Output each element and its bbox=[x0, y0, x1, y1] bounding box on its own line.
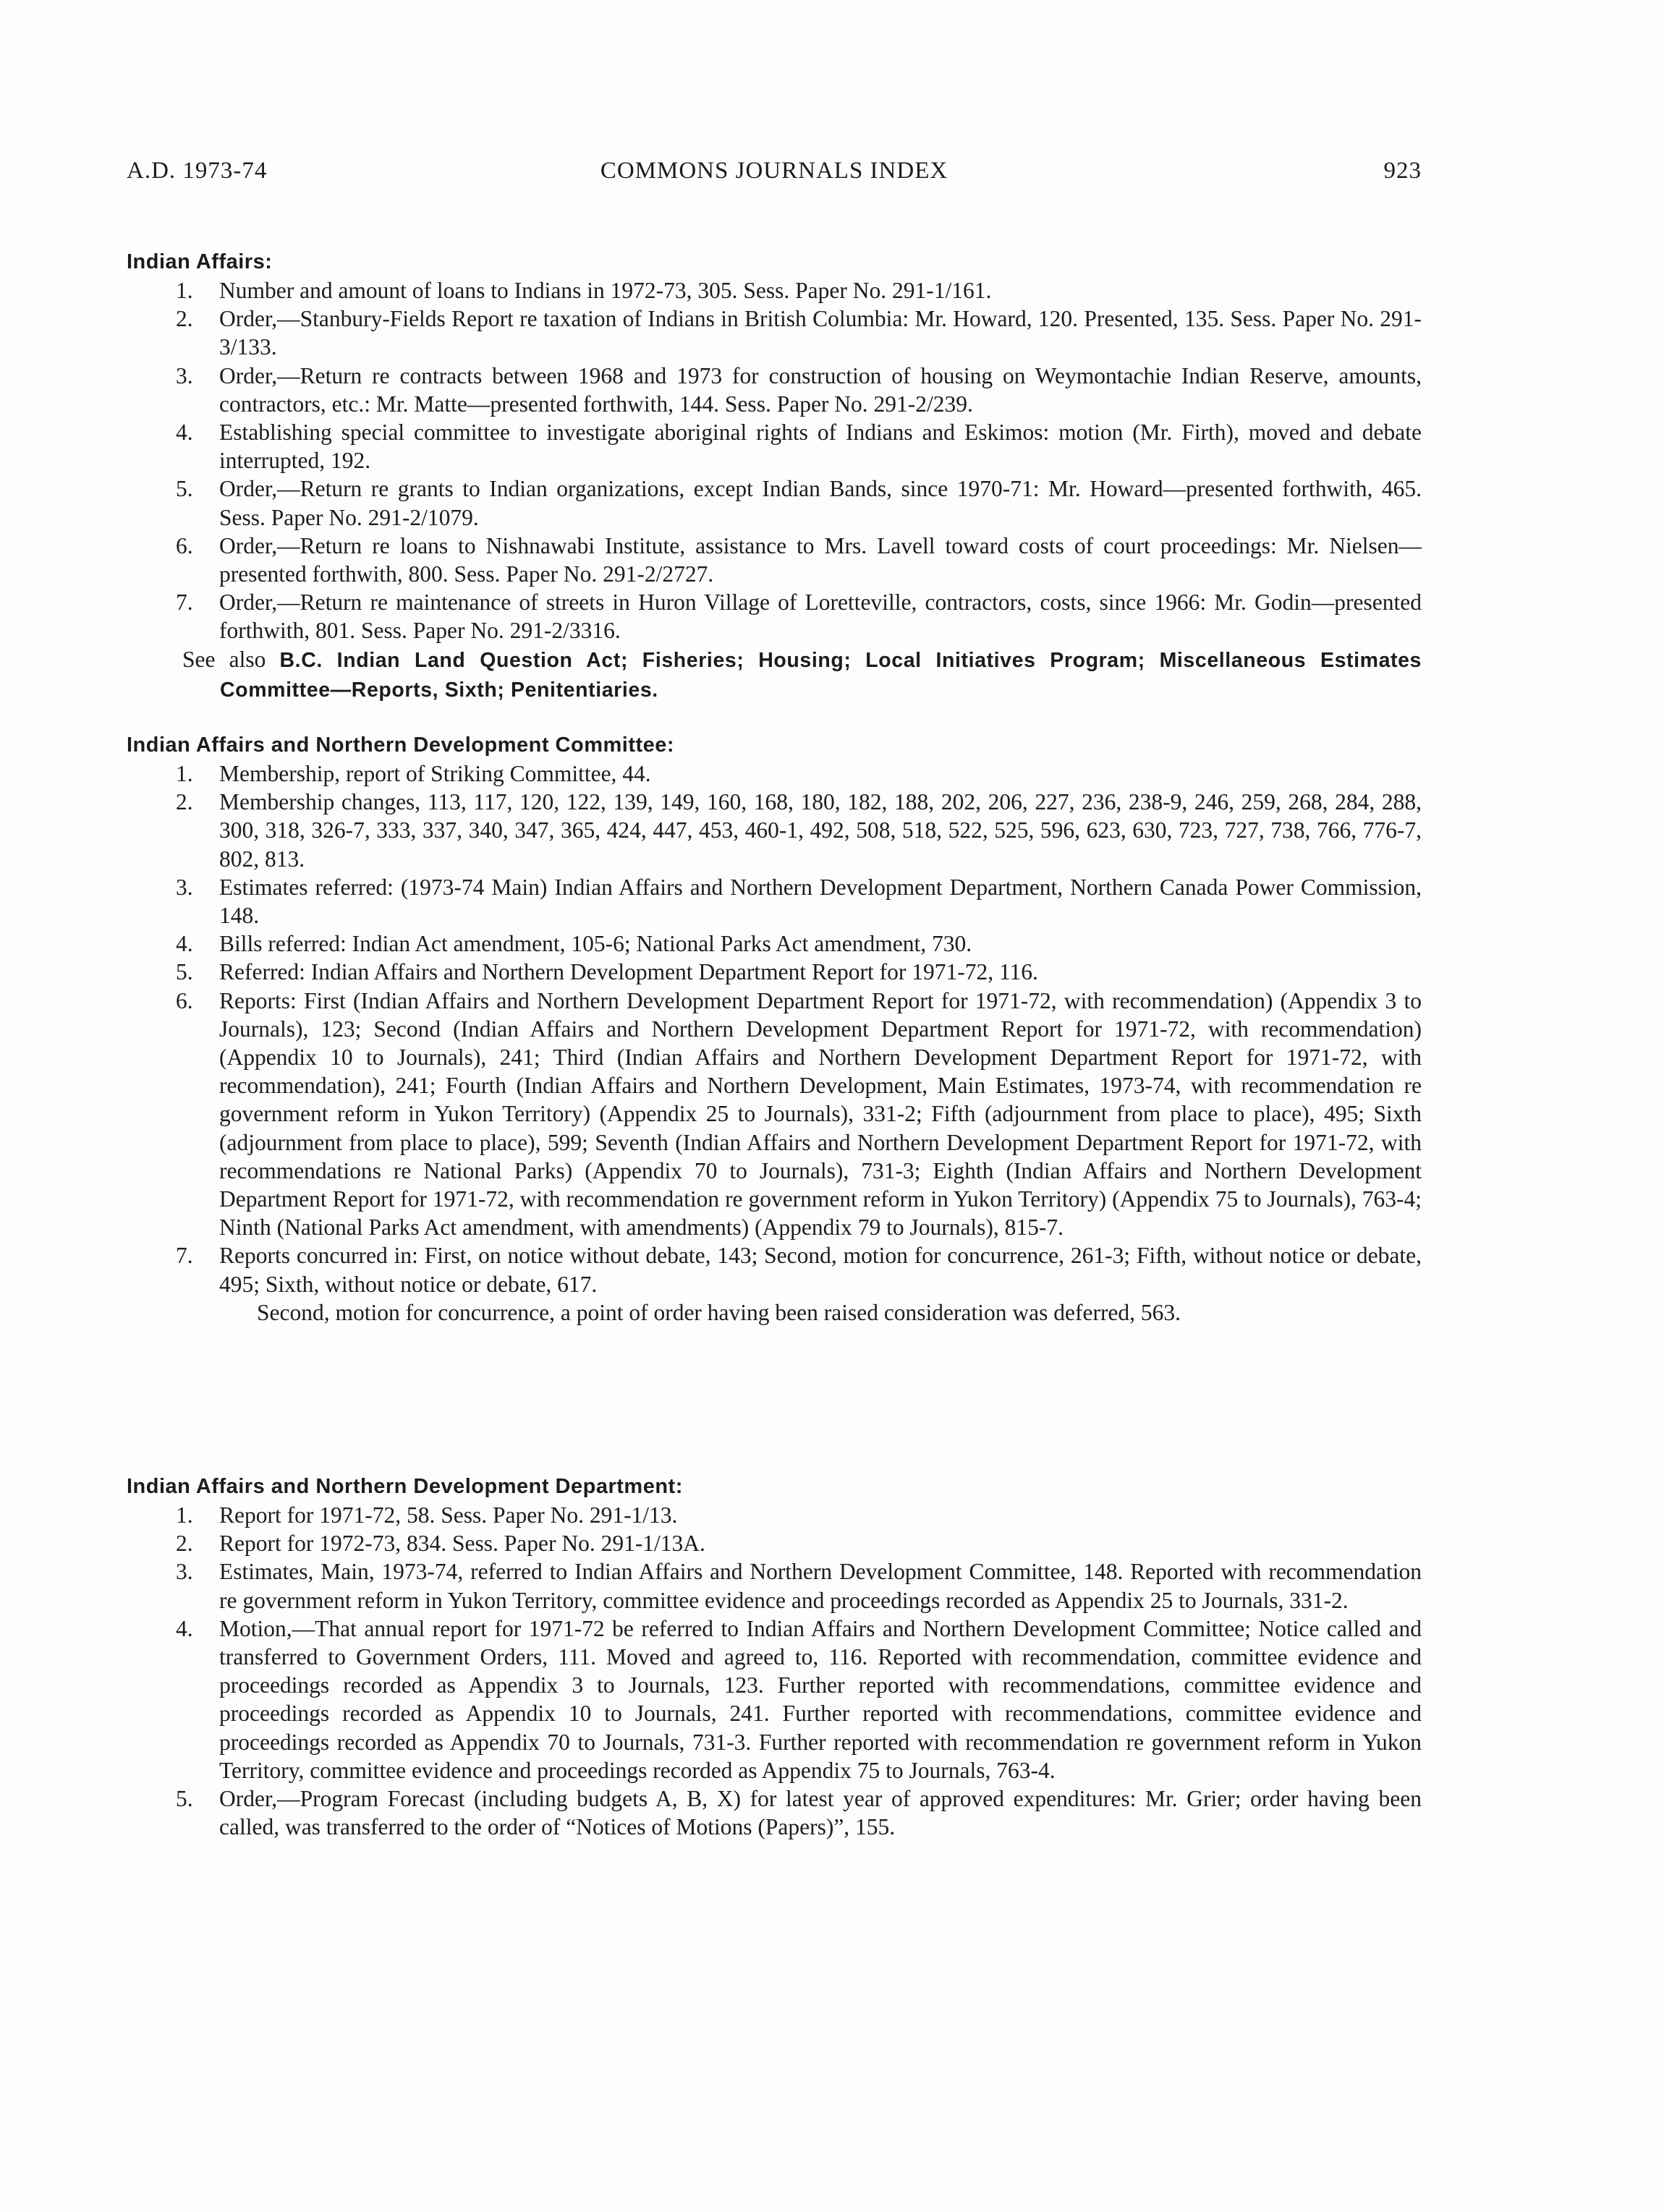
index-entry bbox=[127, 788, 1422, 873]
journal-title: COMMONS JOURNALS INDEX bbox=[600, 158, 948, 184]
see-also-refs: B.C. Indian Land Question Act; Fisheries; Housing; Local Initiatives Program; Miscellaneous Estimates Committee—Reports, Sixth; Penitentiaries. bbox=[220, 648, 1422, 702]
entry-number: 4. bbox=[176, 1615, 193, 1641]
entry-number: 2. bbox=[176, 789, 193, 815]
page-number: 923 bbox=[1383, 158, 1422, 184]
see-also-reference bbox=[127, 645, 1422, 705]
index-entry bbox=[127, 987, 1422, 1242]
index-entry bbox=[127, 1785, 1422, 1841]
entry-text: Report for 1972-73, 834. Sess. Paper No. 291-1/13A. bbox=[219, 1531, 705, 1557]
entry-number: 6. bbox=[176, 987, 193, 1013]
entry-number: 2. bbox=[176, 1531, 193, 1557]
entry-text: Bills referred: Indian Act amendment, 105-6; National Parks Act amendment, 730. bbox=[219, 931, 972, 957]
entry-list bbox=[127, 1501, 1422, 1841]
entry-text: Report for 1971-72, 58. Sess. Paper No. 291-1/13. bbox=[219, 1502, 678, 1528]
entry-number: 6. bbox=[176, 532, 193, 558]
index-entry bbox=[127, 475, 1422, 531]
index-section-indian-affairs bbox=[127, 248, 1422, 705]
entry-text: Number and amount of loans to Indians in 1972-73, 305. Sess. Paper No. 291-1/161. bbox=[219, 278, 992, 303]
entry-text: Motion,—That annual report for 1971-72 be referred to Indian Affairs and Northern Development Committee; Notice called and transferred to Government Orders, 111. Moved and agreed to, 116. Reported with recommendation, committee evidence and proceedings recorded as Appendix 3 to Journals, 123. Further reported with recommendations, committee evidence and proceedings recorded as Appendix 10 to Journals, 241. Further reported with recommendations, committee evidence and proceedings recorded as Appendix 70 to Journals, 731-3. Further reported with recommendation re government reform in Yukon Territory, committee evidence and proceedings recorded as Appendix 75 to Journals, 763-4. bbox=[219, 1615, 1422, 1783]
entry-text: Reports concurred in: First, on notice without debate, 143; Second, motion for concurrence, 261-3; Fifth, without notice or debate, 495; Sixth, without notice or debate, 617. bbox=[219, 1243, 1422, 1297]
entry-text: Membership, report of Striking Committee, 44. bbox=[219, 761, 651, 786]
section-heading: Indian Affairs: bbox=[127, 250, 273, 273]
index-entry bbox=[127, 276, 1422, 305]
entry-number: 5. bbox=[176, 476, 193, 502]
index-entry bbox=[127, 1501, 1422, 1529]
entry-text: Estimates referred: (1973-74 Main) Indian Affairs and Northern Development Department, Northern Canada Power Commission, 148. bbox=[219, 874, 1422, 929]
entry-text: Order,—Return re maintenance of streets in Huron Village of Loretteville, contractors, costs, since 1966: Mr. Godin—presented forthwith, 801. Sess. Paper No. 291-2/3316. bbox=[219, 590, 1422, 644]
index-entry bbox=[127, 362, 1422, 418]
entry-list bbox=[127, 276, 1422, 645]
entry-number: 5. bbox=[176, 1786, 193, 1812]
session-year: A.D. 1973-74 bbox=[127, 158, 268, 184]
section-heading: Indian Affairs and Northern Development Department: bbox=[127, 1475, 683, 1498]
index-section-department bbox=[127, 1473, 1422, 1841]
see-also-prefix: See also bbox=[182, 646, 266, 672]
entry-text: Estimates, Main, 1973-74, referred to Indian Affairs and Northern Development Committee, 148. Reported with recommendation re government reform in Yukon Territory, committee evidence and proceedings recorded as Appendix 25 to Journals, 331-2. bbox=[219, 1559, 1422, 1613]
index-section-committee bbox=[127, 731, 1422, 1327]
entry-number: 1. bbox=[176, 761, 193, 786]
entry-text: Establishing special committee to investigate aboriginal rights of Indians and Eskimos: motion (Mr. Firth), moved and debate interrupted, 192. bbox=[219, 420, 1422, 474]
entry-text: Order,—Stanbury-Fields Report re taxation of Indians in British Columbia: Mr. Howard, 120. Presented, 135. Sess. Paper No. 291-3/133. bbox=[219, 306, 1422, 360]
entry-number: 3. bbox=[176, 362, 193, 388]
index-entry bbox=[127, 1241, 1422, 1298]
entry-number: 3. bbox=[176, 874, 193, 900]
index-entry bbox=[127, 1529, 1422, 1557]
entry-number: 4. bbox=[176, 931, 193, 957]
entry-number: 3. bbox=[176, 1559, 193, 1585]
index-entry bbox=[127, 1557, 1422, 1614]
entry-number: 7. bbox=[176, 590, 193, 616]
index-entry bbox=[127, 532, 1422, 588]
entry-text: Order,—Program Forecast (including budgets A, B, X) for latest year of approved expenditures: Mr. Grier; order having been called, was transferred to the order of “Notices of Motions (Papers)”, 155. bbox=[219, 1786, 1422, 1840]
index-entry bbox=[127, 958, 1422, 986]
entry-list bbox=[127, 760, 1422, 1298]
entry-number: 7. bbox=[176, 1243, 193, 1269]
index-entry bbox=[127, 930, 1422, 958]
entry-number: 4. bbox=[176, 420, 193, 446]
index-entry bbox=[127, 760, 1422, 788]
section-heading: Indian Affairs and Northern Development Committee: bbox=[127, 733, 675, 757]
entry-text: Membership changes, 113, 117, 120, 122, 139, 149, 160, 168, 180, 182, 188, 202, 206, 227, 236, 238-9, 246, 259, 268, 284, 288, 300, 318, 326-7, 333, 337, 340, 347, 365, 424, 447, 453, 460-1, 492, 508, 518, 522, 525, 596, 623, 630, 723, 727, 738, 766, 776-7, 802, 813. bbox=[219, 789, 1422, 872]
entry-text: Referred: Indian Affairs and Northern Development Department Report for 1971-72, 116. bbox=[219, 959, 1038, 985]
entry-number: 5. bbox=[176, 959, 193, 985]
entry-text: Reports: First (Indian Affairs and Northern Development Department Report for 1971-72, with recommendation) (Appendix 3 to Journals), 123; Second (Indian Affairs and Northern Development Department Report for 1971-72, with recommendation) (Appendix 10 to Journals), 241; Third (Indian Affairs and Northern Development Department Report for 1971-72, with recommendation), 241; Fourth (Indian Affairs and Northern Development, Main Estimates, 1973-74, with recommendation re government reform in Yukon Territory) (Appendix 25 to Journals), 331-2; Fifth (adjournment from place to place), 495; Sixth (adjournment from place to place), 599; Seventh (Indian Affairs and Northern Development Department Report for 1971-72, with recommendations re National Parks) (Appendix 70 to Journals), 731-3; Eighth (Indian Affairs and Northern Development Department Report for 1971-72, with recommendation re government reform in Yukon Territory) (Appendix 75 to Journals), 763-4; Ninth (National Parks Act amendment, with amendments) (Appendix 79 to Journals), 815-7. bbox=[219, 987, 1422, 1241]
entry-number: 2. bbox=[176, 306, 193, 332]
entry-text: Order,—Return re loans to Nishnawabi Institute, assistance to Mrs. Lavell toward costs of court proceedings: Mr. Nielsen—presented forthwith, 800. Sess. Paper No. 291-2/2727. bbox=[219, 532, 1422, 587]
sub-note: Second, motion for concurrence, a point of order having been raised consideration was deferred, 563. bbox=[257, 1299, 1181, 1325]
entry-number: 1. bbox=[176, 1502, 193, 1528]
index-entry bbox=[127, 588, 1422, 645]
index-entry bbox=[127, 1615, 1422, 1785]
index-entry bbox=[127, 305, 1422, 361]
index-entry bbox=[127, 873, 1422, 930]
entry-text: Order,—Return re grants to Indian organizations, except Indian Bands, since 1970-71: Mr. Howard—presented forthwith, 465. Sess. Paper No. 291-2/1079. bbox=[219, 476, 1422, 530]
entry-number: 1. bbox=[176, 278, 193, 303]
index-entry bbox=[127, 418, 1422, 475]
entry-text: Order,—Return re contracts between 1968 and 1973 for construction of housing on Weymontachie Indian Reserve, amounts, contractors, etc.: Mr. Matte—presented forthwith, 144. Sess. Paper No. 291-2/239. bbox=[219, 362, 1422, 417]
